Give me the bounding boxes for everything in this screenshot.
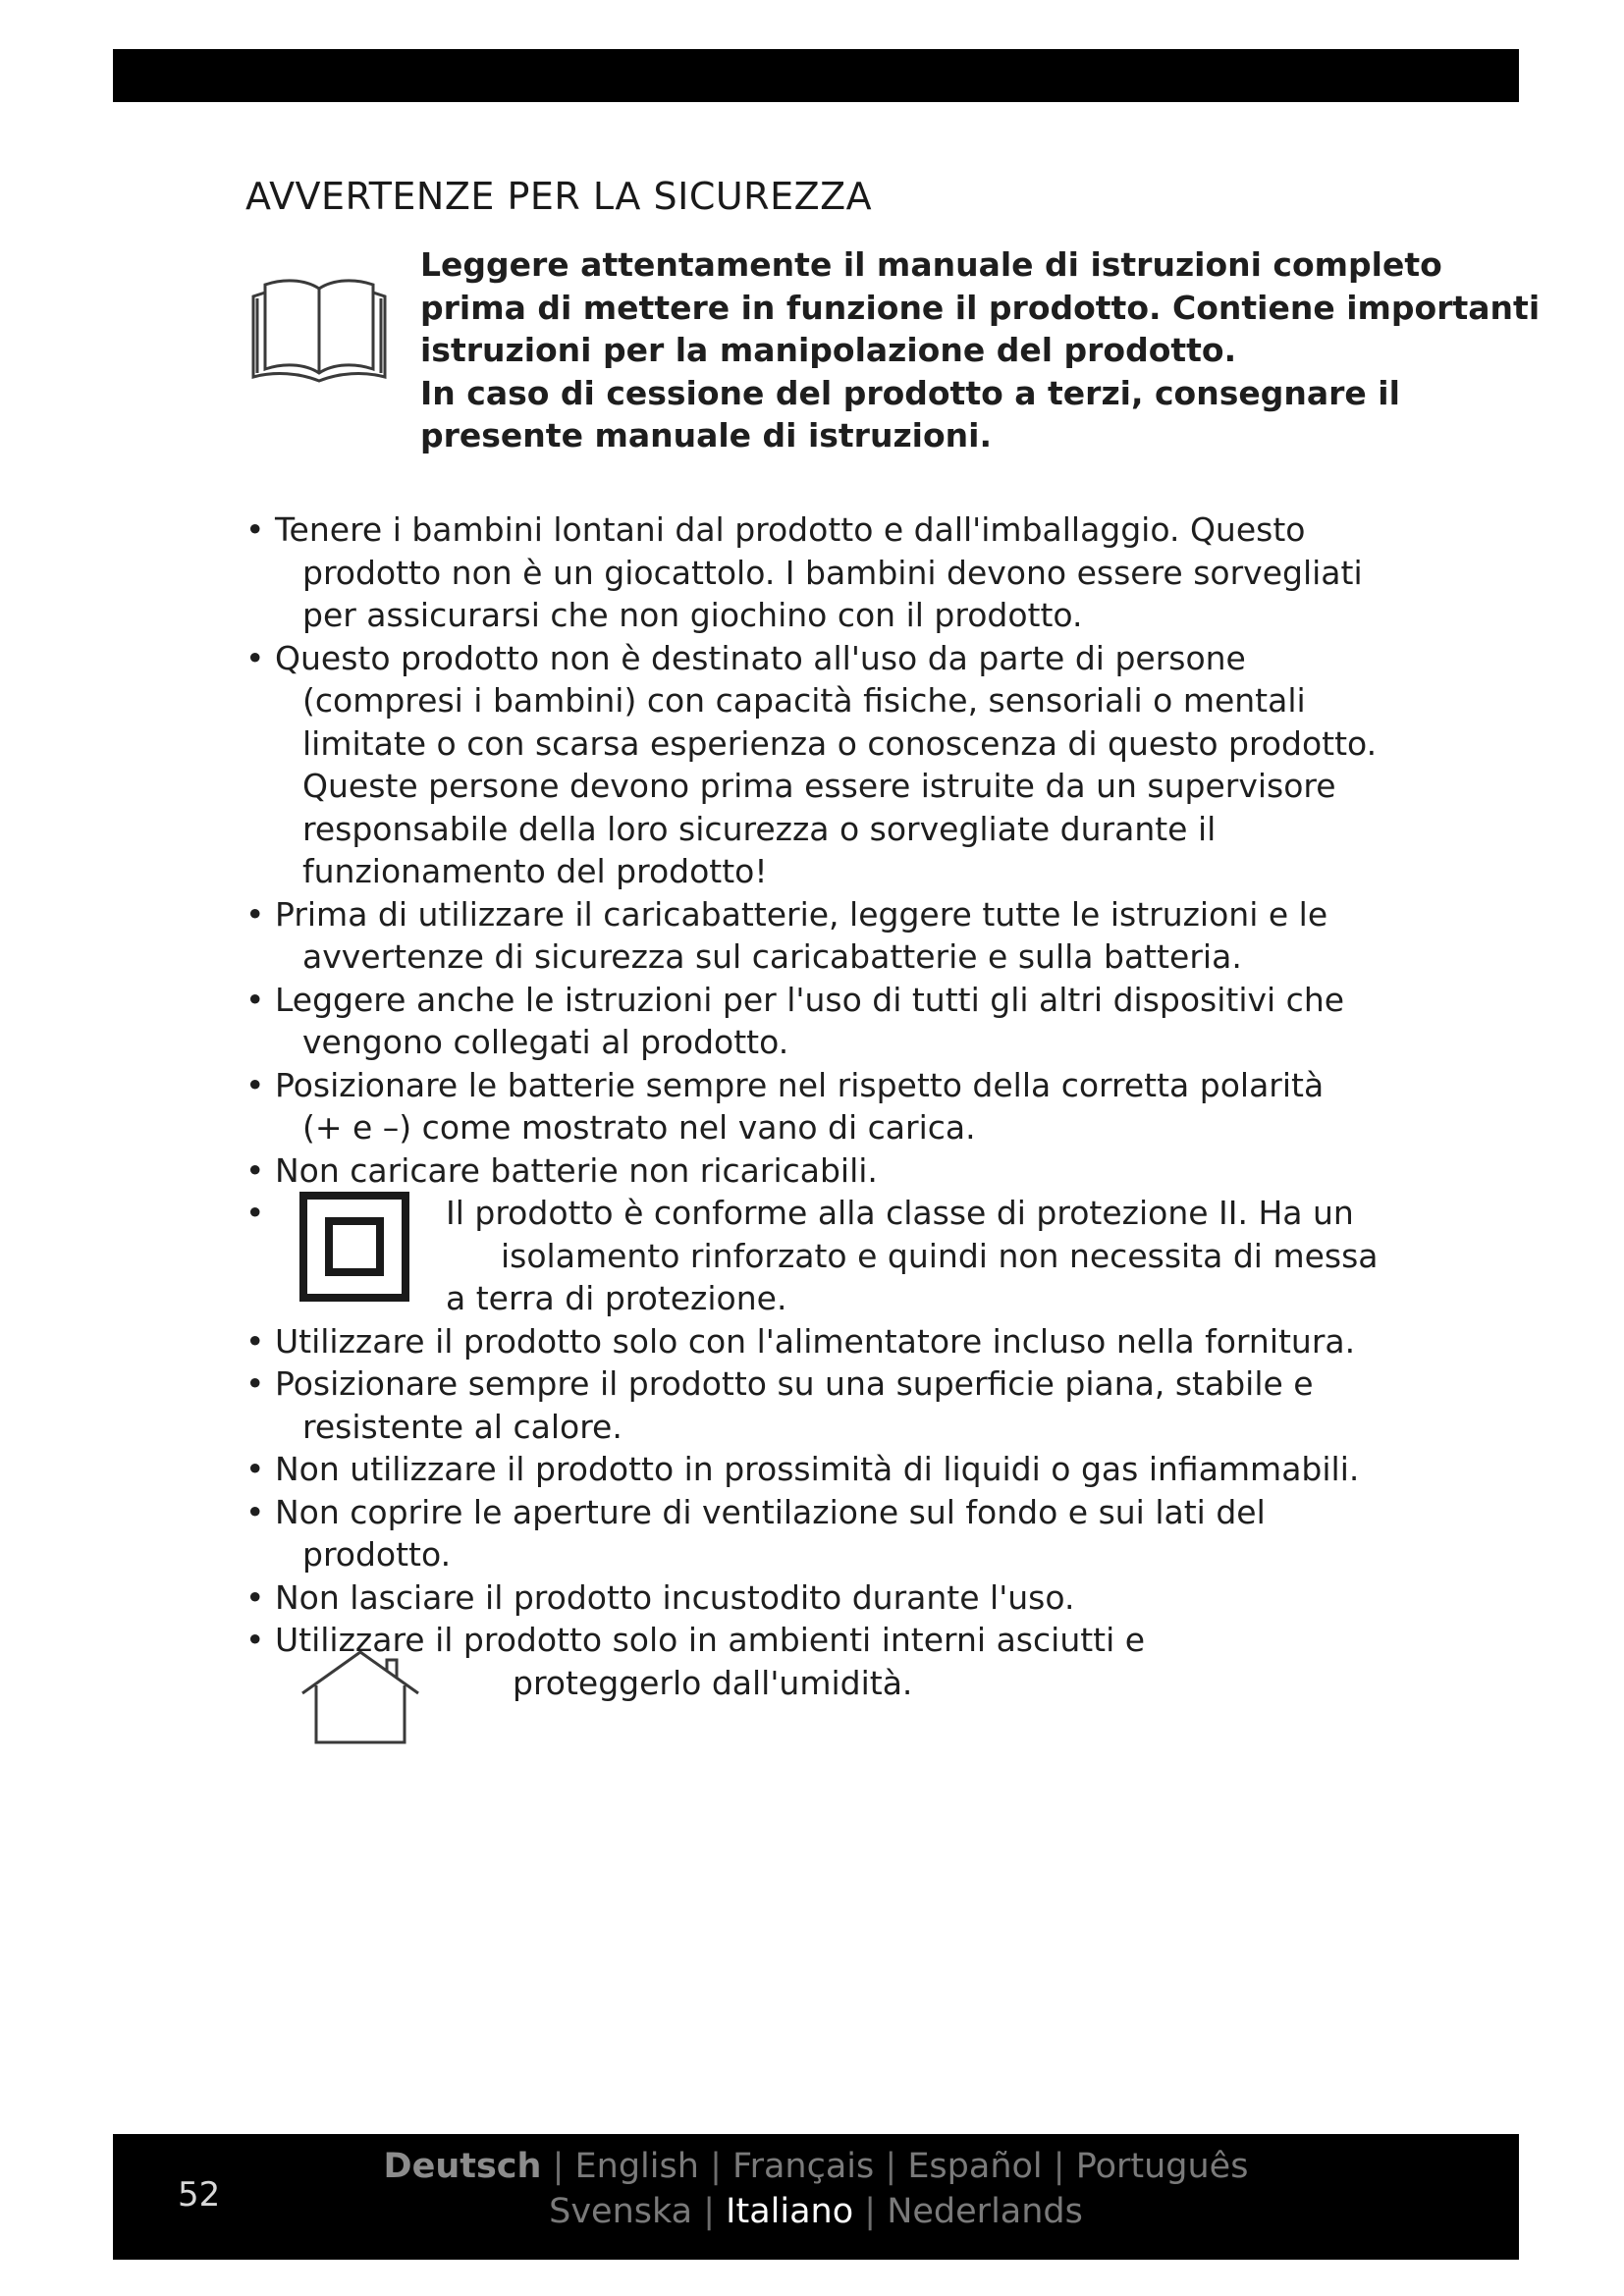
language-row — [113, 2189, 1519, 2234]
item-line: vengono collegati al prodotto. — [302, 1023, 789, 1061]
item-line: Utilizzare il prodotto solo in ambienti interni asciutti e — [275, 1621, 1146, 1659]
bullet: • — [245, 1621, 265, 1659]
list-item — [245, 1362, 1424, 1448]
item-line: Non coprire le aperture di ventilazione sul fondo e sui lati del — [275, 1492, 1266, 1531]
book-icon — [245, 275, 393, 385]
intro-line: prima di mettere in funzione il prodotto. Contiene importanti — [420, 288, 1541, 327]
item-line: avvertenze di sicurezza sul caricabatterie e sulla batteria. — [302, 937, 1242, 976]
separator: | — [885, 2147, 908, 2186]
item-line: Leggere anche le istruzioni per l'uso di tutti gli altri dispositivi che — [275, 980, 1345, 1019]
item-line: Tenere i bambini lontani dal prodotto e dall'imballaggio. Questo — [275, 510, 1306, 549]
bullet: • — [245, 1150, 265, 1190]
item-line: funzionamento del prodotto! — [302, 852, 768, 890]
list-item — [245, 1149, 1424, 1193]
list-item — [245, 1491, 1424, 1576]
bullet: • — [245, 1492, 265, 1531]
list-item — [245, 1064, 1424, 1149]
intro-line: Leggere attentamente il manuale di istruzioni completo — [420, 245, 1442, 284]
item-line: (compresi i bambini) con capacità fisiche, sensoriali o mentali — [302, 681, 1306, 720]
intro-line: presente manuale di istruzioni. — [420, 416, 992, 454]
intro-line: istruzioni per la manipolazione del prodotto. — [420, 331, 1237, 369]
separator: | — [552, 2147, 575, 2186]
language-row — [113, 2144, 1519, 2189]
list-item — [245, 1192, 1424, 1320]
separator: | — [864, 2192, 888, 2231]
item-line: Queste persone devono prima essere istruite da un supervisore — [302, 767, 1336, 805]
list-item — [245, 1448, 1424, 1491]
item-line: Utilizzare il prodotto solo con l'alimentatore incluso nella fornitura. — [275, 1321, 1356, 1361]
bullet: • — [245, 1065, 265, 1104]
item-line: a terra di protezione. — [446, 1279, 787, 1317]
item-line: per assicurarsi che non giochino con il prodotto. — [302, 596, 1083, 634]
list-item — [245, 1619, 1424, 1704]
bullet: • — [245, 1194, 265, 1232]
language-link-francais[interactable]: Français — [731, 2147, 875, 2186]
item-line: Il prodotto è conforme alla classe di protezione II. Ha un — [446, 1194, 1354, 1232]
item-line: prodotto. — [302, 1535, 452, 1574]
item-line: limitate o con scarsa esperienza o conoscenza di questo prodotto. — [302, 723, 1378, 763]
language-link-espanol[interactable]: Español — [907, 2147, 1043, 2186]
header-bar — [113, 49, 1519, 102]
page-number: 52 — [178, 2175, 221, 2215]
bullet: • — [245, 638, 265, 677]
item-line: responsabile della loro sicurezza o sorvegliate durante il — [302, 809, 1217, 848]
item-line: Non lasciare il prodotto incustodito durante l'uso. — [275, 1577, 1075, 1617]
language-link-portugues[interactable]: Português — [1075, 2147, 1249, 2186]
item-line: Questo prodotto non è destinato all'uso da parte di persone — [275, 638, 1246, 677]
item-line: Non utilizzare il prodotto in prossimità di liquidi o gas infiammabili. — [275, 1450, 1360, 1488]
intro-line: In caso di cessione del prodotto a terzi, consegnare il — [420, 373, 1400, 412]
list-item — [245, 508, 1424, 637]
bullet: • — [245, 1450, 265, 1488]
list-item — [245, 1320, 1424, 1363]
bullet: • — [245, 510, 265, 549]
list-item — [245, 1576, 1424, 1620]
bullet: • — [245, 894, 265, 934]
language-link-italiano[interactable]: Italiano — [726, 2192, 854, 2231]
separator: | — [1053, 2147, 1076, 2186]
item-line: proteggerlo dall'umidità. — [513, 1663, 913, 1702]
safety-list — [245, 508, 1424, 1704]
item-line: resistente al calore. — [302, 1407, 623, 1446]
language-link-english[interactable]: English — [574, 2147, 699, 2186]
page-title: AVVERTENZE PER LA SICUREZZA — [245, 175, 873, 218]
separator: | — [710, 2147, 732, 2186]
language-link-nederlands[interactable]: Nederlands — [887, 2192, 1083, 2231]
bullet: • — [245, 1364, 265, 1403]
bullet: • — [245, 980, 265, 1019]
language-link-deutsch[interactable]: Deutsch — [383, 2147, 542, 2186]
item-line: Non caricare batterie non ricaricabili. — [275, 1150, 878, 1190]
indoor-house-icon — [297, 1648, 424, 1746]
language-link-svenska[interactable]: Svenska — [549, 2192, 693, 2231]
item-line: isolamento rinforzato e quindi non necessita di messa — [501, 1236, 1379, 1275]
list-item — [245, 637, 1424, 893]
intro-text — [420, 243, 1541, 457]
item-line: Posizionare sempre il prodotto su una superficie piana, stabile e — [275, 1364, 1314, 1403]
footer-bar — [113, 2134, 1519, 2260]
protection-class-ii-icon — [299, 1192, 409, 1302]
list-item — [245, 979, 1424, 1064]
list-item — [245, 893, 1424, 979]
separator: | — [703, 2192, 727, 2231]
bullet: • — [245, 1577, 265, 1617]
item-line: (+ e –) come mostrato nel vano di carica. — [302, 1108, 976, 1147]
item-line: Posizionare le batterie sempre nel rispetto della corretta polarità — [275, 1065, 1325, 1104]
bullet: • — [245, 1321, 265, 1361]
language-nav — [113, 2144, 1519, 2234]
item-line: Prima di utilizzare il caricabatterie, leggere tutte le istruzioni e le — [275, 894, 1328, 934]
item-line: prodotto non è un giocattolo. I bambini devono essere sorvegliati — [302, 553, 1363, 592]
